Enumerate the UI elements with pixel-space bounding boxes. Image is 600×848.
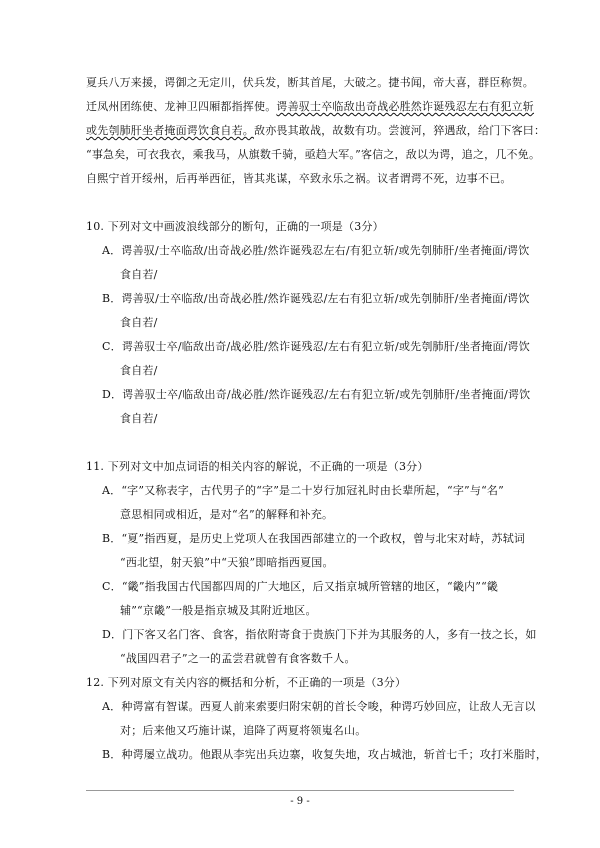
q10-option-a-cont: 食自若/: [120, 268, 158, 281]
q11-option-a: A．“字”又称表字，古代男子的“字”是二十岁行加冠礼时由长辈所起，“字”与“名”: [102, 484, 504, 497]
passage-line-3: [86, 124, 545, 138]
q10-option-c: C．谔善驭士卒/临敌出奇/战必胜/然诈诞残忍/左右有犯立斩/或先刳肺肝/坐者掩面/谔饮: [102, 340, 530, 353]
q11-option-b-cont: “西北望，射天狼”中“天狼”即暗指西夏国。: [120, 556, 334, 569]
footer-divider: [86, 790, 514, 791]
q10-option-d-cont: 食自若/: [120, 412, 158, 425]
passage-line-3-plain: 敌亦畏其敢战，故数有功。尝渡河，猝遇敌，给门下客曰：: [254, 124, 546, 137]
q10-option-c-cont: 食自若/: [120, 364, 158, 377]
q12-option-b: B．种谔屡立战功。他跟从李宪出兵边寨，收复失地，攻占城池，斩首七千；攻打米脂时，: [102, 748, 548, 761]
q11-stem: 11. 下列对文中加点词语的相关内容的解说，不正确的一项是（3分）: [86, 460, 429, 473]
q10-option-b-cont: 食自若/: [120, 316, 158, 329]
passage-line-2: [86, 100, 534, 114]
q11-option-d-cont: “战国四君子”之一的孟尝君就曾有食客数千人。: [120, 652, 356, 665]
passage-line-4: “事急矣，可衣我衣，乘我马，从旗数千骑，亟趋大军。”客信之，敌以为谔，追之，几不免。: [86, 148, 541, 161]
passage-line-2-wavy: 谔善驭士卒临敌出奇战必胜然诈诞残忍左右有犯立斩: [276, 100, 535, 113]
q10-option-b: B．谔善驭/士卒临敌/出奇战必胜/然诈诞残忍/左右有犯立斩/或先刳肺肝/坐者掩面/谔饮: [102, 292, 530, 305]
passage-line-3-wavy: 或先刳肺肝坐者掩面谔饮食自若。: [86, 124, 254, 137]
q11-option-b: B．“夏”指西夏，是历史上党项人在我国西部建立的一个政权，曾与北宋对峙，苏轼词: [102, 532, 526, 545]
q11-option-d: D．门下客又名门客、食客，指依附寄食于贵族门下并为其服务的人，多有一技之长，如: [102, 628, 537, 641]
q11-option-c: C．“畿”指我国古代国都四周的广大地区，后又指京城所管辖的地区，“畿内”“畿: [102, 580, 499, 593]
q12-option-a-cont: 对；后来他又巧施计谋，追降了两夏将领嵬名山。: [120, 724, 367, 737]
q10-option-a: A．谔善驭/士卒临敌/出奇战必胜/然诈诞残忍左右/有犯立斩/或先刳肺肝/坐者掩面/谔饮: [102, 244, 530, 257]
q11-option-c-cont: 辅”“京畿”一般是指京城及其附近地区。: [120, 604, 317, 617]
passage-line-2-plain: 迁凤州团练使、龙神卫四厢都指挥使。: [86, 100, 277, 113]
q10-stem: 10. 下列对文中画波浪线部分的断句，正确的一项是（3分）: [86, 220, 384, 233]
q12-option-a: A．种谔富有智谋。西夏人前来索要归附宋朝的首长令唆，种谔巧妙回应，让敌人无言以: [102, 700, 536, 713]
q12-stem: 12. 下列对原文有关内容的概括和分析，不正确的一项是（3分）: [86, 676, 407, 689]
passage-line-1: 夏兵八万来援，谔御之无定川，伏兵发，断其首尾，大破之。捷书闻，帝大喜，群臣称贺。: [86, 76, 534, 89]
passage-line-5: 自熙宁首开绥州，后再举西征，皆其兆谋，卒致永乐之祸。议者谓谔不死，边事不已。: [86, 172, 512, 185]
q10-option-d: D．谔善驭士卒/临敌出奇/战必胜/然诈诞残忍/左右有犯立斩/或先刳肺肝/坐者掩面/谔饮: [102, 388, 531, 401]
q11-option-a-cont: 意思相同或相近，是对“名”的解释和补充。: [120, 508, 334, 521]
page-number: - 9 -: [290, 796, 310, 807]
